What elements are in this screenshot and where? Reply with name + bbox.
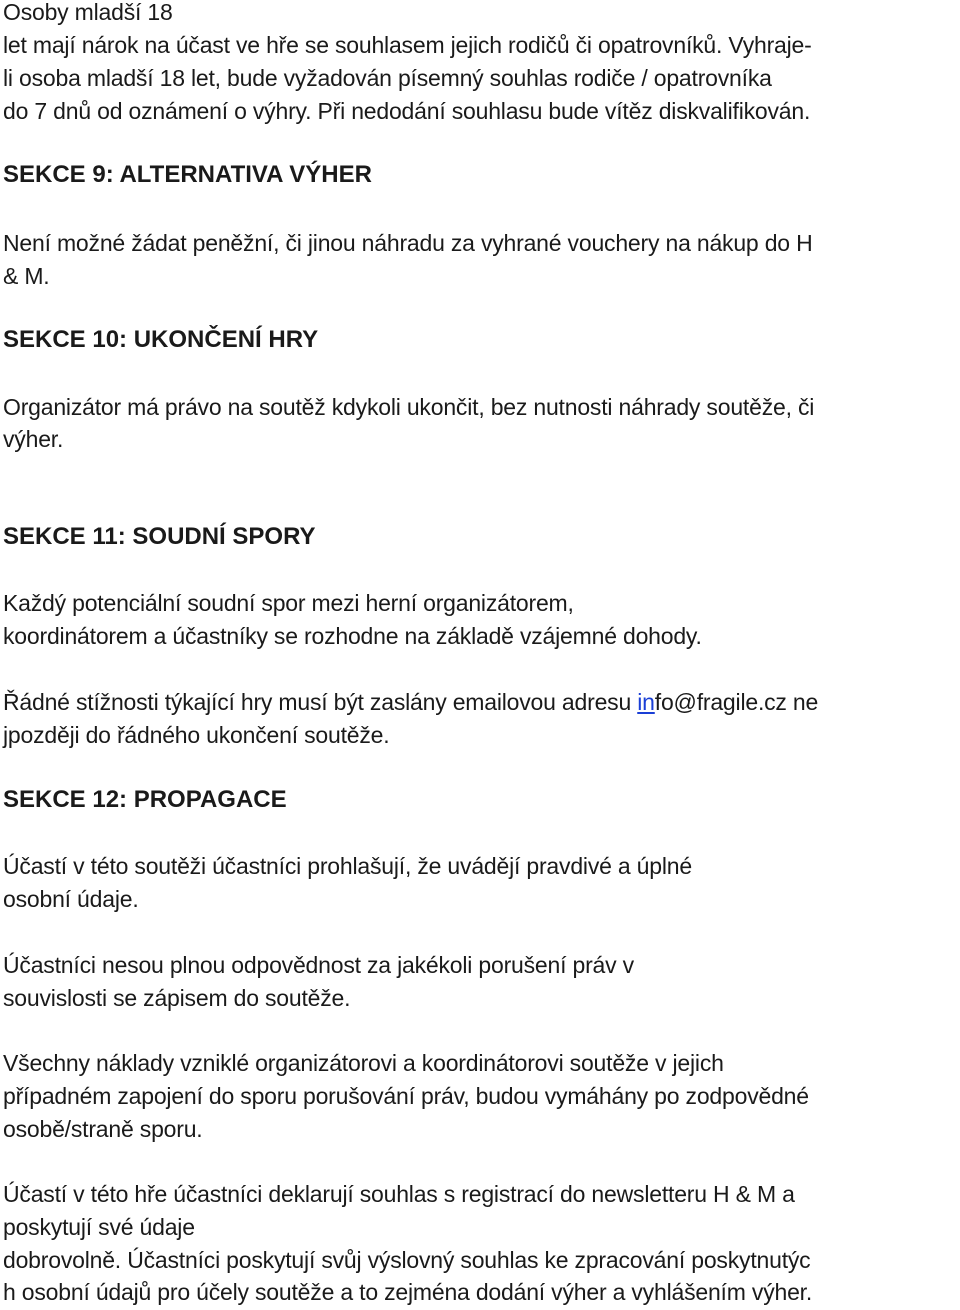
complaint-text-before: Řádné stížnosti týkající hry musí být zaslány emailovou adresu [3,689,638,715]
section-11-complaint-line-2: jpozději do řádného ukončení soutěže. [3,722,390,748]
intro-line-4: do 7 dnů od oznámení o výhry. Při nedodání souhlasu bude vítěz diskvalifikován. [3,98,811,124]
section-11-line-2: koordinátorem a účastníky se rozhodne na základě vzájemné dohody. [3,623,702,649]
intro-line-3: li osoba mladší 18 let, bude vyžadován písemný souhlas rodiče / opatrovníka [3,65,772,91]
complaint-text-after: fo@fragile.cz ne [654,689,819,715]
section-9-heading: SEKCE 9: ALTERNATIVA VÝHER [3,161,372,188]
section-12-line-6: případném zapojení do sporu porušování práv, budou vymáhány po zodpovědné [3,1083,809,1109]
section-11-line-1: Každý potenciální soudní spor mezi herní organizátorem, [3,590,574,616]
section-10-line-2: výher. [3,426,64,452]
section-11-complaint-line-1 [3,686,818,718]
section-10-heading: SEKCE 10: UKONČENÍ HRY [3,326,319,353]
section-12-line-1: Účastí v této soutěži účastníci prohlašují, že uvádějí pravdivé a úplné [3,853,692,879]
section-12-line-9: poskytují své údaje [3,1214,195,1240]
section-12-line-3: Účastníci nesou plnou odpovědnost za jakékoli porušení práv v [3,952,634,978]
section-12-line-5: Všechny náklady vzniklé organizátorovi a koordinátorovi soutěže v jejich [3,1050,724,1076]
intro-line-1: Osoby mladší 18 [3,0,173,25]
section-12-line-7: osobě/straně sporu. [3,1116,203,1142]
section-12-line-11: h osobní údajů pro účely soutěže a to zejména dodání výher a vyhlášením výher. [3,1279,813,1305]
section-9-line-1: Není možné žádat peněžní, či jinou náhradu za vyhrané vouchery na nákup do H [3,230,813,256]
section-12-line-2: osobní údaje. [3,886,139,912]
section-12-line-10: dobrovolně. Účastníci poskytují svůj výslovný souhlas ke zpracování poskytnutýc [3,1247,811,1273]
email-link[interactable]: in [637,689,655,715]
intro-line-2: let mají nárok na účast ve hře se souhlasem jejich rodičů či opatrovníků. Vyhraje- [3,32,812,58]
section-12-line-4: souvislosti se zápisem do soutěže. [3,985,351,1011]
section-11-heading: SEKCE 11: SOUDNÍ SPORY [3,523,316,550]
section-12-heading: SEKCE 12: PROPAGACE [3,786,287,813]
section-10-line-1: Organizátor má právo na soutěž kdykoli ukončit, bez nutnosti náhrady soutěže, či [3,394,815,420]
section-12-line-8: Účastí v této hře účastníci deklarují souhlas s registrací do newsletteru H & M a [3,1181,795,1207]
section-9-line-2: & M. [3,263,50,289]
